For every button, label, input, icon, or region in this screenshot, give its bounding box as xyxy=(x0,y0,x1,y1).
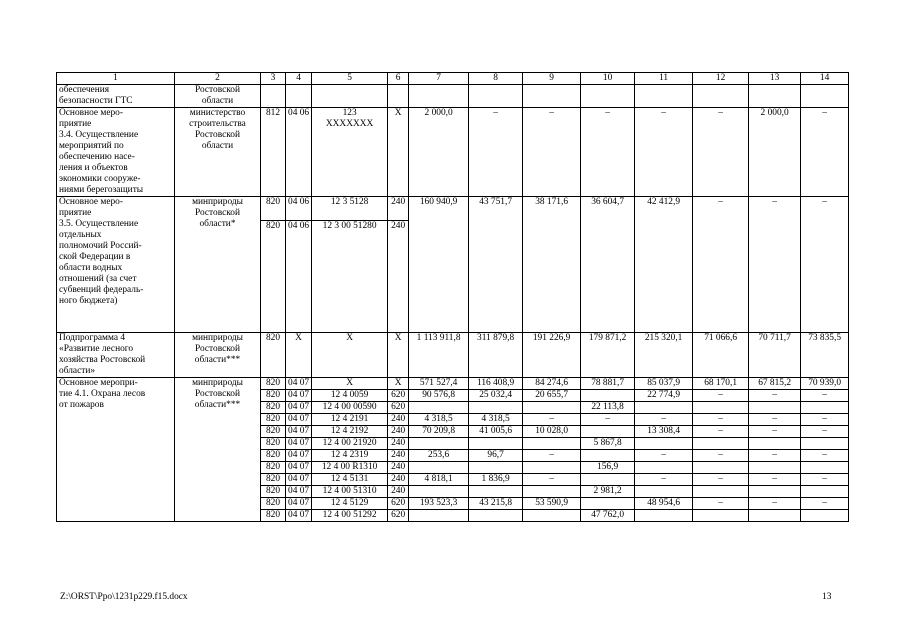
value-cell-col5: 12 3 5128 xyxy=(312,197,388,221)
value-cell-col14 xyxy=(801,510,849,522)
footer-page-number: 13 xyxy=(822,592,832,602)
value-cell-col8 xyxy=(469,402,523,414)
value-cell-col8 xyxy=(469,462,523,474)
value-cell-col10: 179 871,2 xyxy=(581,333,635,378)
table-row xyxy=(57,333,849,378)
empty-cell xyxy=(523,85,581,108)
value-cell-col5: 12 4 0059 xyxy=(312,390,388,402)
value-cell-col10: 47 762,0 xyxy=(581,510,635,522)
value-cell-col14: – xyxy=(801,426,849,438)
program-name-cell: Подпрограмма 4 «Развитие лесного хозяйства Ростовской области» xyxy=(57,333,175,378)
value-cell-col5: X xyxy=(312,333,388,378)
header-cell-1: 1 xyxy=(57,73,175,85)
table-row xyxy=(57,108,849,197)
value-cell-col8: 43 751,7 xyxy=(469,197,523,333)
value-cell-col14: – xyxy=(801,450,849,462)
value-cell-col3: 820 xyxy=(261,414,286,426)
value-cell-col12: – xyxy=(693,426,749,438)
value-cell-col3: 820 xyxy=(261,378,286,390)
value-cell-col9: – xyxy=(523,414,581,426)
value-cell-col8: 96,7 xyxy=(469,450,523,462)
value-cell-col10 xyxy=(581,498,635,510)
value-cell-col3: 820 xyxy=(261,474,286,486)
value-cell-col7: 4 818,1 xyxy=(409,474,469,486)
header-cell-12: 12 xyxy=(693,73,749,85)
empty-cell xyxy=(693,85,749,108)
value-cell-col13 xyxy=(749,438,801,450)
value-cell-col13: – xyxy=(749,414,801,426)
value-cell-col12 xyxy=(693,510,749,522)
value-cell-col12: – xyxy=(693,474,749,486)
value-cell-col9: – xyxy=(523,450,581,462)
value-cell-col6: 240 xyxy=(388,474,409,486)
empty-cell xyxy=(286,85,312,108)
value-cell-col9 xyxy=(523,486,581,498)
value-cell-col3: 820 xyxy=(261,402,286,414)
empty-cell xyxy=(635,85,693,108)
value-cell-col9: 191 226,9 xyxy=(523,333,581,378)
value-cell-col14: – xyxy=(801,474,849,486)
value-cell-col9: 38 171,6 xyxy=(523,197,581,333)
empty-cell xyxy=(581,85,635,108)
value-cell-col7: 193 523,3 xyxy=(409,498,469,510)
value-cell-col9: 53 590,9 xyxy=(523,498,581,510)
footer-file-path: Z:\ORST\Ppo\1231p229.f15.docx xyxy=(60,592,188,602)
value-cell-col11: – xyxy=(635,474,693,486)
value-cell-col3: 820 xyxy=(261,486,286,498)
empty-cell xyxy=(469,85,523,108)
value-cell-col7: 571 527,4 xyxy=(409,378,469,390)
value-cell-col7: 1 113 911,8 xyxy=(409,333,469,378)
value-cell-col3: 820 xyxy=(261,197,286,221)
value-cell-col13: 70 711,7 xyxy=(749,333,801,378)
value-cell-col12: 71 066,6 xyxy=(693,333,749,378)
value-cell-col7: 90 576,8 xyxy=(409,390,469,402)
value-cell-col8: 4 318,5 xyxy=(469,414,523,426)
value-cell-col10 xyxy=(581,426,635,438)
value-cell-col13 xyxy=(749,510,801,522)
value-cell-col10: 2 981,2 xyxy=(581,486,635,498)
value-cell-col5: X xyxy=(312,378,388,390)
value-cell-col12 xyxy=(693,438,749,450)
value-cell-col3: 820 xyxy=(261,450,286,462)
value-cell-col11 xyxy=(635,462,693,474)
value-cell-col4: 04 07 xyxy=(286,510,312,522)
table-row xyxy=(57,378,849,390)
value-cell-col3: 820 xyxy=(261,426,286,438)
value-cell-col5: 12 4 5129 xyxy=(312,498,388,510)
value-cell-col13 xyxy=(749,486,801,498)
value-cell-col10: 156,9 xyxy=(581,462,635,474)
value-cell-col4: 04 07 xyxy=(286,378,312,390)
header-cell-5: 5 xyxy=(312,73,388,85)
value-cell-col11 xyxy=(635,510,693,522)
value-cell-col5: 12 4 00 00590 xyxy=(312,402,388,414)
header-cell-2: 2 xyxy=(175,73,261,85)
value-cell-col11 xyxy=(635,402,693,414)
value-cell-col12: – xyxy=(693,450,749,462)
value-cell-col4: 04 07 xyxy=(286,474,312,486)
value-cell-col11: – xyxy=(635,450,693,462)
value-cell-col14: 73 835,5 xyxy=(801,333,849,378)
budget-table xyxy=(56,72,849,522)
value-cell-col6: 240 xyxy=(388,438,409,450)
value-cell-col10: 22 113,8 xyxy=(581,402,635,414)
value-cell-col12 xyxy=(693,462,749,474)
value-cell-col11 xyxy=(635,438,693,450)
value-cell-col4: 04 07 xyxy=(286,426,312,438)
value-cell-col5: 12 4 00 51310 xyxy=(312,486,388,498)
value-cell-col14 xyxy=(801,486,849,498)
value-cell-col8 xyxy=(469,510,523,522)
value-cell-col10 xyxy=(581,390,635,402)
value-cell-col8: 43 215,8 xyxy=(469,498,523,510)
value-cell-col7: 70 209,8 xyxy=(409,426,469,438)
value-cell-col8: 311 879,8 xyxy=(469,333,523,378)
value-cell-col13: 2 000,0 xyxy=(749,108,801,197)
value-cell-col11: – xyxy=(635,414,693,426)
value-cell-col4: 04 06 xyxy=(286,221,312,333)
value-cell-col13: – xyxy=(749,390,801,402)
value-cell-col7 xyxy=(409,510,469,522)
value-cell-col6: 240 xyxy=(388,197,409,221)
ministry-cell: министерство строительства Ростовской области xyxy=(175,108,261,197)
value-cell-col12: – xyxy=(693,197,749,333)
value-cell-col5: 123 XXXXXXX xyxy=(312,108,388,197)
value-cell-col8: 1 836,9 xyxy=(469,474,523,486)
value-cell-col5: 12 3 00 51280 xyxy=(312,221,388,333)
value-cell-col14: 70 939,0 xyxy=(801,378,849,390)
value-cell-col12: – xyxy=(693,390,749,402)
value-cell-col11: 42 412,9 xyxy=(635,197,693,333)
value-cell-col9 xyxy=(523,510,581,522)
value-cell-col10: – xyxy=(581,414,635,426)
value-cell-col7 xyxy=(409,402,469,414)
empty-cell xyxy=(749,85,801,108)
value-cell-col4: 04 07 xyxy=(286,486,312,498)
value-cell-col14: – xyxy=(801,197,849,333)
program-name-cell: Основное меро- приятие 3.4. Осуществление мероприятий по обеспечению насе- ления и объектов экономики сооруже- ниями берегозащиты xyxy=(57,108,175,197)
value-cell-col7 xyxy=(409,462,469,474)
value-cell-col5: 12 4 00 R1310 xyxy=(312,462,388,474)
value-cell-col3: 820 xyxy=(261,462,286,474)
value-cell-col5: 12 4 5131 xyxy=(312,474,388,486)
value-cell-col9 xyxy=(523,438,581,450)
value-cell-col14 xyxy=(801,402,849,414)
value-cell-col10: 5 867,8 xyxy=(581,438,635,450)
ministry-cell: минприроды Ростовской области*** xyxy=(175,333,261,378)
header-cell-8: 8 xyxy=(469,73,523,85)
value-cell-col12 xyxy=(693,402,749,414)
value-cell-col9 xyxy=(523,402,581,414)
value-cell-col14 xyxy=(801,462,849,474)
value-cell-col11 xyxy=(635,486,693,498)
value-cell-col12: 68 170,1 xyxy=(693,378,749,390)
header-cell-10: 10 xyxy=(581,73,635,85)
value-cell-col11: 48 954,6 xyxy=(635,498,693,510)
value-cell-col12 xyxy=(693,486,749,498)
value-cell-col9: – xyxy=(523,474,581,486)
value-cell-col4: 04 07 xyxy=(286,414,312,426)
value-cell-col10 xyxy=(581,450,635,462)
header-cell-3: 3 xyxy=(261,73,286,85)
program-name-cell: обеспечения безопасности ГТС xyxy=(57,85,175,108)
value-cell-col14: – xyxy=(801,108,849,197)
value-cell-col6: X xyxy=(388,333,409,378)
value-cell-col13: – xyxy=(749,498,801,510)
table-row xyxy=(57,197,849,221)
value-cell-col7 xyxy=(409,438,469,450)
empty-cell xyxy=(801,85,849,108)
value-cell-col8: 25 032,4 xyxy=(469,390,523,402)
value-cell-col14: – xyxy=(801,390,849,402)
value-cell-col4: 04 06 xyxy=(286,197,312,221)
value-cell-col6: 240 xyxy=(388,426,409,438)
header-row xyxy=(57,73,849,85)
value-cell-col13: 67 815,2 xyxy=(749,378,801,390)
ministry-cell: минприроды Ростовской области*** xyxy=(175,378,261,522)
value-cell-col6: 240 xyxy=(388,486,409,498)
value-cell-col4: 04 07 xyxy=(286,390,312,402)
value-cell-col6: 240 xyxy=(388,414,409,426)
value-cell-col6: 620 xyxy=(388,390,409,402)
empty-cell xyxy=(388,85,409,108)
value-cell-col6: 620 xyxy=(388,510,409,522)
value-cell-col14: – xyxy=(801,498,849,510)
value-cell-col3: 820 xyxy=(261,498,286,510)
value-cell-col8: 116 408,9 xyxy=(469,378,523,390)
value-cell-col10: – xyxy=(581,108,635,197)
value-cell-col9: – xyxy=(523,108,581,197)
header-cell-4: 4 xyxy=(286,73,312,85)
value-cell-col3: 820 xyxy=(261,510,286,522)
header-cell-7: 7 xyxy=(409,73,469,85)
value-cell-col6: 240 xyxy=(388,450,409,462)
table-row xyxy=(57,85,849,108)
value-cell-col5: 12 4 2319 xyxy=(312,450,388,462)
value-cell-col11: 13 308,4 xyxy=(635,426,693,438)
value-cell-col5: 12 4 2192 xyxy=(312,426,388,438)
value-cell-col7: 2 000,0 xyxy=(409,108,469,197)
value-cell-col11: – xyxy=(635,108,693,197)
value-cell-col11: 22 774,9 xyxy=(635,390,693,402)
value-cell-col4: 04 07 xyxy=(286,498,312,510)
value-cell-col8: – xyxy=(469,108,523,197)
header-cell-13: 13 xyxy=(749,73,801,85)
program-name-cell: Основное меропри- тие 4.1. Охрана лесов от пожаров xyxy=(57,378,175,522)
value-cell-col7: 253,6 xyxy=(409,450,469,462)
empty-cell xyxy=(409,85,469,108)
header-cell-11: 11 xyxy=(635,73,693,85)
value-cell-col5: 12 4 2191 xyxy=(312,414,388,426)
value-cell-col4: 04 07 xyxy=(286,462,312,474)
value-cell-col6: X xyxy=(388,108,409,197)
value-cell-col11: 85 037,9 xyxy=(635,378,693,390)
value-cell-col7 xyxy=(409,486,469,498)
value-cell-col3: 812 xyxy=(261,108,286,197)
value-cell-col8: 41 005,6 xyxy=(469,426,523,438)
value-cell-col14 xyxy=(801,438,849,450)
value-cell-col13: – xyxy=(749,450,801,462)
value-cell-col8 xyxy=(469,486,523,498)
value-cell-col5: 12 4 00 21920 xyxy=(312,438,388,450)
value-cell-col3: 820 xyxy=(261,390,286,402)
value-cell-col7: 4 318,5 xyxy=(409,414,469,426)
value-cell-col4: 04 07 xyxy=(286,402,312,414)
value-cell-col3: 820 xyxy=(261,333,286,378)
value-cell-col12: – xyxy=(693,498,749,510)
value-cell-col7: 160 940,9 xyxy=(409,197,469,333)
ministry-cell: минприроды Ростовской области* xyxy=(175,197,261,333)
value-cell-col13: – xyxy=(749,474,801,486)
value-cell-col10: 78 881,7 xyxy=(581,378,635,390)
value-cell-col9 xyxy=(523,462,581,474)
value-cell-col12: – xyxy=(693,414,749,426)
value-cell-col5: 12 4 00 51292 xyxy=(312,510,388,522)
value-cell-col9: 10 028,0 xyxy=(523,426,581,438)
value-cell-col13: – xyxy=(749,197,801,333)
header-cell-14: 14 xyxy=(801,73,849,85)
value-cell-col12: – xyxy=(693,108,749,197)
value-cell-col13 xyxy=(749,462,801,474)
program-name-cell: Основное меро- приятие 3.5. Осуществление отдельных полномочий Россий- ской Федерации в области водных отношений (за счет субвенций федераль- ного бюджета) xyxy=(57,197,175,333)
value-cell-col13: – xyxy=(749,426,801,438)
value-cell-col8 xyxy=(469,438,523,450)
value-cell-col6: 240 xyxy=(388,462,409,474)
empty-cell xyxy=(312,85,388,108)
value-cell-col6: 620 xyxy=(388,402,409,414)
header-cell-6: 6 xyxy=(388,73,409,85)
value-cell-col6: 240 xyxy=(388,221,409,333)
value-cell-col10 xyxy=(581,474,635,486)
empty-cell xyxy=(261,85,286,108)
value-cell-col4: 04 07 xyxy=(286,438,312,450)
value-cell-col4: X xyxy=(286,333,312,378)
ministry-cell: Ростовской области xyxy=(175,85,261,108)
value-cell-col3: 820 xyxy=(261,221,286,333)
value-cell-col6: X xyxy=(388,378,409,390)
value-cell-col4: 04 07 xyxy=(286,450,312,462)
value-cell-col4: 04 06 xyxy=(286,108,312,197)
value-cell-col3: 820 xyxy=(261,438,286,450)
header-cell-9: 9 xyxy=(523,73,581,85)
value-cell-col11: 215 320,1 xyxy=(635,333,693,378)
value-cell-col6: 620 xyxy=(388,498,409,510)
value-cell-col13 xyxy=(749,402,801,414)
value-cell-col10: 36 604,7 xyxy=(581,197,635,333)
value-cell-col9: 84 274,6 xyxy=(523,378,581,390)
value-cell-col14: – xyxy=(801,414,849,426)
value-cell-col9: 20 655,7 xyxy=(523,390,581,402)
